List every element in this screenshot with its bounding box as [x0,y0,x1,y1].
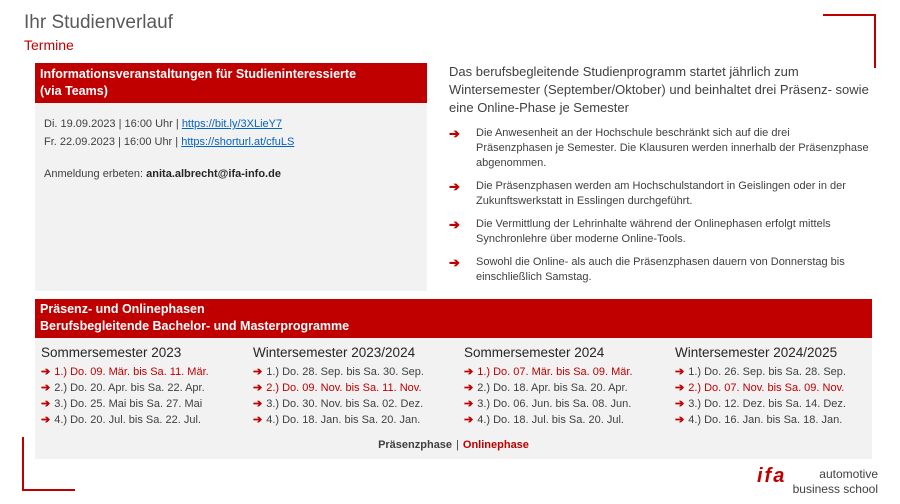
arrow-right-icon: ➔ [675,398,685,410]
semester-title: Wintersemester 2024/2025 [675,345,838,360]
list-item [675,380,846,396]
list-item [449,126,869,171]
list-item [464,380,633,396]
logo-mark: ifa [757,465,787,487]
registration-label: Anmeldung erbeten: [44,168,147,180]
semester-column [464,345,633,428]
program-bullet-list [449,126,869,293]
info-heading-line1: Informationsveranstaltungen für Studieninteressierte [40,67,357,81]
info-events-heading [35,63,427,103]
list-item [449,179,869,209]
arrow-right-icon: ➔ [41,398,51,410]
registration-email[interactable]: anita.albrecht@ifa-info.de [146,168,281,180]
phases-heading-line2: Berufsbegleitende Bachelor- und Masterprogramme [40,319,350,333]
bullet-text: Die Anwesenheit an der Hochschule beschränkt sich auf die drei Präsenzphasen je Semester. Die Klausuren werden innerhalb der Präsenzphase abgenommen. [476,127,869,169]
arrow-right-icon: ➔ [41,382,51,394]
semester-date-list [253,364,424,428]
list-item [675,364,846,380]
arrow-right-icon: ➔ [41,366,51,378]
event-date: Di. 19.09.2023 | 16:00 Uhr | [44,118,182,130]
legend-separator: | [456,439,459,451]
list-item [41,380,209,396]
arrow-right-icon: ➔ [41,414,51,426]
arrow-right-icon: ➔ [253,366,263,378]
semester-date-list [464,364,633,428]
registration-note [44,168,281,180]
date-text: 3.) Do. 12. Dez. bis Sa. 14. Dez. [688,398,846,410]
event-date: Fr. 22.09.2023 | 16:00 Uhr | [44,136,182,148]
list-item [449,217,869,247]
logo-line1: automotive [819,467,878,481]
date-text: 2.) Do. 07. Nov. bis Sa. 09. Nov. [688,382,845,394]
date-text: 4.) Do. 18. Jul. bis Sa. 20. Jul. [477,414,624,426]
corner-decoration-top-right-vertical [874,14,876,68]
corner-decoration-bottom-left-horizontal [22,489,75,491]
phases-heading-line1: Präsenz- und Onlinephasen [40,302,205,316]
legend-presence: Präsenzphase [378,439,453,451]
arrow-right-icon: ➔ [675,366,685,378]
arrow-right-icon: ➔ [464,414,474,426]
list-item [253,380,424,396]
list-item [41,396,209,412]
logo-line2: business school [792,482,878,496]
semester-column [675,345,846,428]
list-item [253,396,424,412]
arrow-right-icon: ➔ [253,398,263,410]
arrow-right-icon: ➔ [464,398,474,410]
list-item [41,412,209,428]
date-text: 3.) Do. 25. Mai bis Sa. 27. Mai [54,398,203,410]
corner-decoration-bottom-left [22,437,24,491]
list-item [253,364,424,380]
semester-column [41,345,209,428]
arrow-right-icon: ➔ [449,217,460,232]
event-link[interactable]: https://shorturl.at/cfuLS [181,136,295,148]
list-item [449,255,869,285]
date-text: 4.) Do. 16. Jan. bis Sa. 18. Jan. [688,414,843,426]
list-item [464,364,633,380]
list-item [253,412,424,428]
date-text: 2.) Do. 20. Apr. bis Sa. 22. Apr. [54,382,205,394]
arrow-right-icon: ➔ [253,414,263,426]
event-link[interactable]: https://bit.ly/3XLieY7 [181,118,283,130]
bullet-text: Sowohl die Online- als auch die Präsenzphasen dauern von Donnerstag bis einschließlich Samstag. [476,256,845,283]
phases-heading [35,299,872,338]
ifa-logo [757,463,882,499]
date-text: 3.) Do. 06. Jun. bis Sa. 08. Jun. [477,398,632,410]
list-item [464,412,633,428]
page-subtitle: Termine [24,37,74,53]
arrow-right-icon: ➔ [449,126,460,141]
date-text: 2.) Do. 09. Nov. bis Sa. 11. Nov. [266,382,422,394]
date-text: 4.) Do. 20. Jul. bis Sa. 22. Jul. [54,414,201,426]
semester-title: Wintersemester 2023/2024 [253,345,416,360]
arrow-right-icon: ➔ [675,382,685,394]
list-item [464,396,633,412]
arrow-right-icon: ➔ [675,414,685,426]
legend-online: Onlinephase [462,439,529,451]
info-events-panel [35,63,427,291]
semester-title: Sommersemester 2023 [41,345,182,360]
page-title: Ihr Studienverlauf [24,12,173,33]
semester-date-list [41,364,209,428]
semester-column [253,345,424,428]
date-text: 1.) Do. 26. Sep. bis Sa. 28. Sep. [688,366,846,378]
arrow-right-icon: ➔ [449,179,460,194]
bullet-text: Die Präsenzphasen werden am Hochschulstandort in Geislingen oder in der Zukunftswerkstatt in Esslingen durchgeführt. [476,180,846,207]
program-intro: Das berufsbegleitende Studienprogramm startet jährlich zum Wintersemester (September/Oktober) und beinhaltet drei Präsenz- sowie eine Online-Phase je Semester [449,64,869,115]
arrow-right-icon: ➔ [464,382,474,394]
list-item [675,412,846,428]
corner-decoration-top-right [823,14,876,16]
phases-panel [35,299,872,459]
list-item [41,364,209,380]
bullet-text: Die Vermittlung der Lehrinhalte während der Onlinephasen erfolgt mittels Synchronlehre über moderne Online-Tools. [476,218,831,245]
list-item [675,396,846,412]
date-text: 1.) Do. 07. Mär. bis Sa. 09. Mär. [477,366,633,378]
date-text: 1.) Do. 28. Sep. bis Sa. 30. Sep. [266,366,424,378]
date-text: 1.) Do. 09. Mär. bis Sa. 11. Mär. [54,366,209,378]
date-text: 4.) Do. 18. Jan. bis Sa. 20. Jan. [266,414,421,426]
info-heading-line2: (via Teams) [40,84,108,98]
date-text: 2.) Do. 18. Apr. bis Sa. 20. Apr. [477,382,628,394]
phase-legend [35,439,872,451]
event-row [44,118,282,130]
date-text: 3.) Do. 30. Nov. bis Sa. 02. Dez. [266,398,424,410]
arrow-right-icon: ➔ [464,366,474,378]
arrow-right-icon: ➔ [253,382,263,394]
arrow-right-icon: ➔ [449,255,460,270]
logo-text [790,467,878,497]
semester-title: Sommersemester 2024 [464,345,605,360]
semester-date-list [675,364,846,428]
event-row [44,136,294,148]
